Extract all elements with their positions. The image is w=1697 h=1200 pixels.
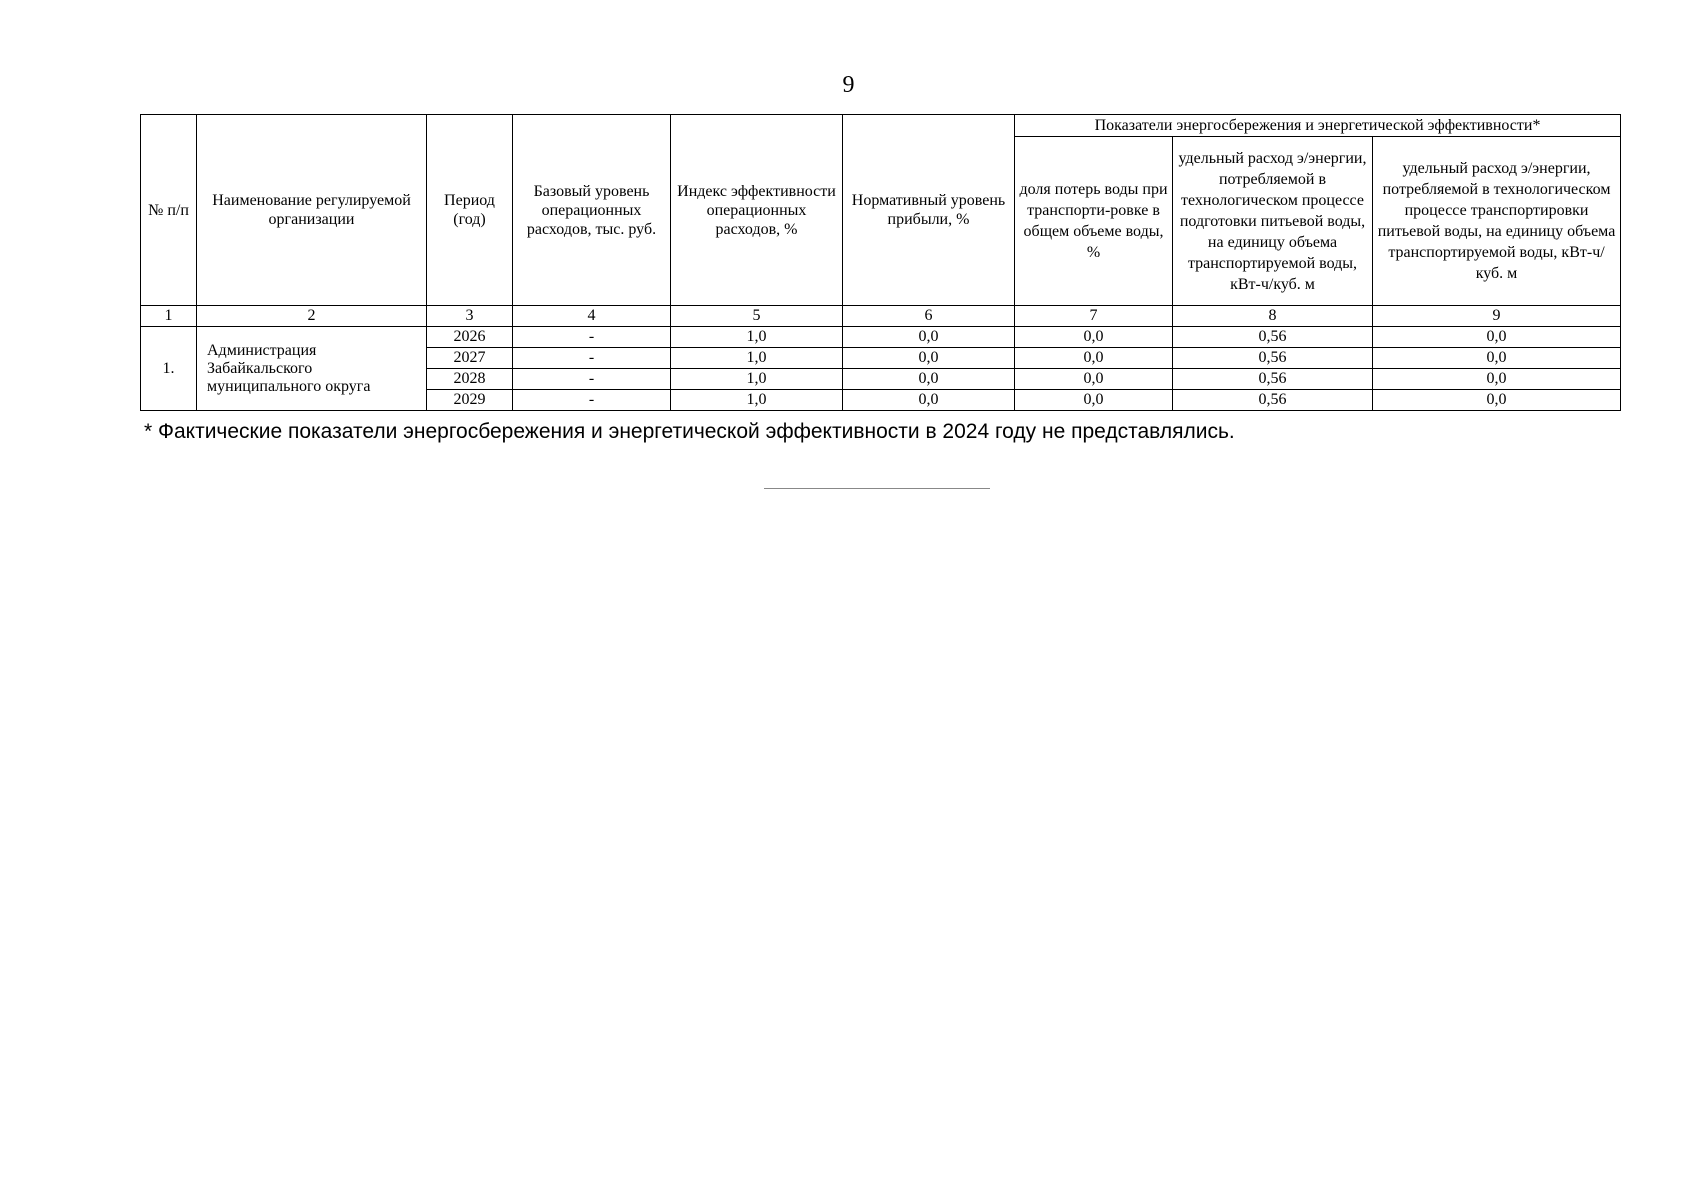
entry-number: 1. [141,327,197,411]
prep-energy-cell: 0,56 [1173,327,1373,348]
column-number: 3 [427,306,513,327]
transport-energy-cell: 0,0 [1373,390,1621,411]
header-efficiency-index: Индекс эффективности операционных расходов, % [671,115,843,306]
prep-energy-cell: 0,56 [1173,348,1373,369]
profit-level-cell: 0,0 [843,390,1015,411]
header-number: № п/п [141,115,197,306]
water-loss-cell: 0,0 [1015,369,1173,390]
header-prep-energy: удельный расход э/энергии, потребляемой в технологическом процессе подготовки питьевой воды, на единицу объема транспортируемой воды, кВт-ч/куб. м [1173,137,1373,306]
efficiency-index-cell: 1,0 [671,327,843,348]
base-opex-cell: - [513,390,671,411]
column-number: 5 [671,306,843,327]
efficiency-index-cell: 1,0 [671,348,843,369]
header-transport-energy: удельный расход э/энергии, потребляемой в технологическом процессе транспортировки питьевой воды, на единицу объема транспортируемой воды, кВт-ч/куб. м [1373,137,1621,306]
column-number: 2 [197,306,427,327]
header-base-opex: Базовый уровень операционных расходов, тыс. руб. [513,115,671,306]
base-opex-cell: - [513,348,671,369]
column-number: 9 [1373,306,1621,327]
column-number: 1 [141,306,197,327]
base-opex-cell: - [513,327,671,348]
water-loss-cell: 0,0 [1015,348,1173,369]
header-profit-level: Нормативный уровень прибыли, % [843,115,1015,306]
footnote: * Фактические показатели энергосбережения и энергетической эффективности в 2024 году не представлялись. [144,420,1235,443]
water-loss-cell: 0,0 [1015,327,1173,348]
column-number: 7 [1015,306,1173,327]
base-opex-cell: - [513,369,671,390]
tariff-indicators-table [140,114,1621,411]
header-organization: Наименование регулируемой организации [197,115,427,306]
end-of-document-line [764,488,990,489]
header-energy-group: Показатели энергосбережения и энергетической эффективности* [1015,115,1621,137]
page-number: 9 [842,72,855,98]
profit-level-cell: 0,0 [843,369,1015,390]
column-number: 8 [1173,306,1373,327]
column-number: 4 [513,306,671,327]
profit-level-cell: 0,0 [843,327,1015,348]
year-cell: 2027 [427,348,513,369]
column-number-row [141,306,1621,327]
efficiency-index-cell: 1,0 [671,369,843,390]
year-cell: 2026 [427,327,513,348]
organization-name: Администрация Забайкальского муниципального округа [197,327,427,411]
efficiency-index-cell: 1,0 [671,390,843,411]
header-water-loss: доля потерь воды при транспорти-ровке в общем объеме воды, % [1015,137,1173,306]
transport-energy-cell: 0,0 [1373,348,1621,369]
header-period: Период (год) [427,115,513,306]
profit-level-cell: 0,0 [843,348,1015,369]
table-row [141,327,1621,348]
transport-energy-cell: 0,0 [1373,369,1621,390]
water-loss-cell: 0,0 [1015,390,1173,411]
year-cell: 2029 [427,390,513,411]
prep-energy-cell: 0,56 [1173,390,1373,411]
column-number: 6 [843,306,1015,327]
transport-energy-cell: 0,0 [1373,327,1621,348]
year-cell: 2028 [427,369,513,390]
prep-energy-cell: 0,56 [1173,369,1373,390]
